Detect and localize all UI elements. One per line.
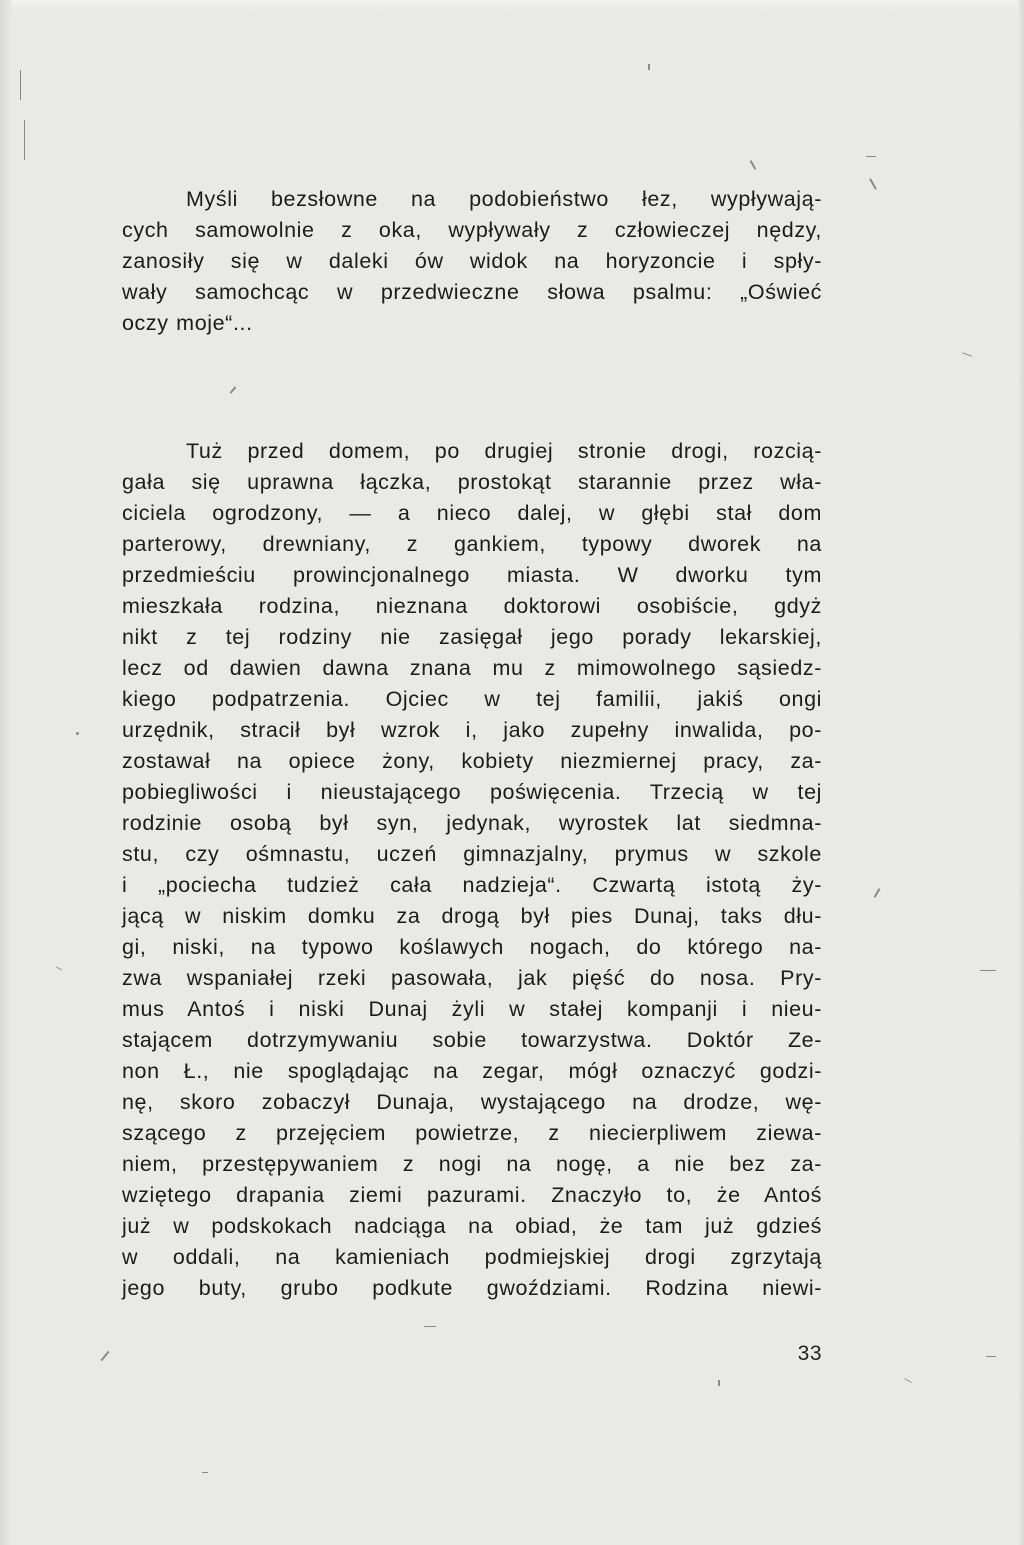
text-line: stu, czy ośmnastu, uczeń gimnazjalny, prymus w szkole — [122, 842, 822, 866]
text-line: niem, przestępywaniem z nogi na nogę, a nie bez za- — [122, 1152, 822, 1176]
paper-speck — [76, 732, 79, 735]
text-line: oczy moje“... — [122, 311, 253, 335]
text-line: szącego z przejęciem powietrze, z niecierpliwem ziewa- — [122, 1121, 822, 1145]
text-line: non Ł., nie spoglądając na zegar, mógł oznaczyć godzi- — [122, 1059, 822, 1083]
paper-speck — [718, 1380, 720, 1386]
text-line: wały samochcąc w przedwieczne słowa psalmu: „Oświeć — [122, 280, 822, 304]
text-line: stającem dotrzymywaniu sobie towarzystwa. Doktór Ze- — [122, 1028, 822, 1052]
paper-speck — [424, 1326, 436, 1327]
text-line: mieszkała rodzina, nieznana doktorowi osobiście, gdyż — [122, 594, 822, 618]
paper-speck — [874, 888, 881, 898]
text-line: już w podskokach nadciąga na obiad, że tam już gdzieś — [122, 1214, 822, 1238]
page-left-edge — [0, 0, 12, 1545]
text-line: ciciela ogrodzony, — a nieco dalej, w głębi stał dom — [122, 501, 822, 525]
paper-speck — [20, 70, 21, 100]
text-line: rodzinie osobą był syn, jedynak, wyrostek lat siedmna- — [122, 811, 822, 835]
text-line: lecz od dawien dawna znana mu z mimowolnego sąsiedz- — [122, 656, 822, 680]
paper-speck — [980, 970, 996, 971]
text-line: zwa wspaniałej rzeki pasowała, jak pięść do nosa. Pry- — [122, 966, 822, 990]
paper-speck — [750, 160, 757, 170]
page-right-edge — [1018, 0, 1024, 1545]
text-line: nę, skoro zobaczył Dunaja, wystającego na drodze, wę- — [122, 1090, 822, 1114]
paragraph — [122, 436, 822, 1304]
text-line: kiego podpatrzenia. Ojciec w tej familii, jakiś ongi — [122, 687, 822, 711]
paper-speck — [24, 120, 25, 160]
paper-speck — [866, 156, 876, 157]
page-top-edge — [0, 0, 1024, 10]
text-line: urzędnik, stracił był wzrok i, jako zupełny inwalida, po- — [122, 718, 822, 742]
paper-speck — [962, 352, 972, 356]
paper-speck — [869, 178, 877, 189]
text-line: zanosiły się w daleki ów widok na horyzoncie i spły- — [122, 249, 822, 273]
text-line: jącą w niskim domku za drogą był pies Dunaj, taks dłu- — [122, 904, 822, 928]
text-line: Myśli bezsłowne na podobieństwo łez, wypływają- — [186, 187, 822, 211]
text-line: cych samowolnie z oka, wypływały z człowieczej nędzy, — [122, 218, 822, 242]
text-line: przedmieściu prowincjonalnego miasta. W dworku tym — [122, 563, 822, 587]
text-line: mus Antoś i niski Dunaj żyli w stałej kompanji i nieu- — [122, 997, 822, 1021]
paragraph — [122, 184, 822, 339]
text-line: gi, niski, na typowo koślawych nogach, do którego na- — [122, 935, 822, 959]
paper-speck — [230, 386, 237, 393]
paper-speck — [56, 967, 62, 971]
text-line: nikt z tej rodziny nie zasięgał jego porady lekarskiej, — [122, 625, 822, 649]
page-number: 33 — [797, 1342, 822, 1365]
text-line: wziętego drapania ziemi pazurami. Znaczyło to, że Antoś — [122, 1183, 822, 1207]
text-line: w oddali, na kamieniach podmiejskiej drogi zgrzytają — [122, 1245, 822, 1269]
text-line: i „pociecha tudzież cała nadzieja“. Czwartą istotą ży- — [122, 873, 822, 897]
paper-speck — [100, 1351, 109, 1361]
paper-speck — [202, 1472, 208, 1473]
text-line: Tuż przed domem, po drugiej stronie drogi, rozcią- — [186, 439, 822, 463]
text-line: pobiegliwości i nieustającego poświęcenia. Trzecią w tej — [122, 780, 822, 804]
text-line: jego buty, grubo podkute gwoździami. Rodzina niewi- — [122, 1276, 822, 1300]
text-line: zostawał na opiece żony, kobiety niezmiernej pracy, za- — [122, 749, 822, 773]
paper-speck — [648, 64, 650, 70]
paper-speck — [986, 1356, 996, 1357]
text-line: parterowy, drewniany, z gankiem, typowy dworek na — [122, 532, 822, 556]
paper-speck — [904, 1378, 911, 1383]
text-line: gała się uprawna łączka, prostokąt starannie przez wła- — [122, 470, 822, 494]
